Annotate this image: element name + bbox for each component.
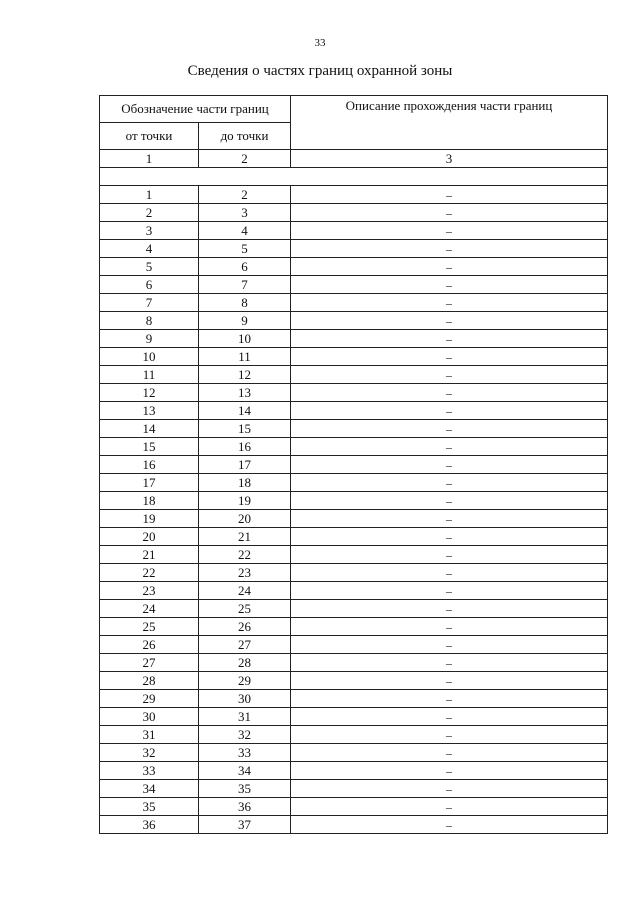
from-point-cell: 31 xyxy=(100,726,199,744)
header-boundary-description: Описание прохождения части границ xyxy=(291,96,608,150)
to-point-cell: 35 xyxy=(199,780,291,798)
description-cell: – xyxy=(291,366,608,384)
description-cell: – xyxy=(291,654,608,672)
boundary-parts-table xyxy=(99,95,608,834)
from-point-cell: 12 xyxy=(100,384,199,402)
to-point-cell: 6 xyxy=(199,258,291,276)
from-point-cell: 20 xyxy=(100,528,199,546)
to-point-cell: 37 xyxy=(199,816,291,834)
column-number-row xyxy=(100,150,608,168)
description-cell: – xyxy=(291,402,608,420)
to-point-cell: 13 xyxy=(199,384,291,402)
from-point-cell: 18 xyxy=(100,492,199,510)
description-cell: – xyxy=(291,438,608,456)
table-row xyxy=(100,510,608,528)
from-point-cell: 36 xyxy=(100,816,199,834)
to-point-cell: 18 xyxy=(199,474,291,492)
table-row xyxy=(100,618,608,636)
from-point-cell: 13 xyxy=(100,402,199,420)
from-point-cell: 4 xyxy=(100,240,199,258)
from-point-cell: 3 xyxy=(100,222,199,240)
to-point-cell: 4 xyxy=(199,222,291,240)
table-row xyxy=(100,348,608,366)
description-cell: – xyxy=(291,510,608,528)
description-cell: – xyxy=(291,276,608,294)
from-point-cell: 19 xyxy=(100,510,199,528)
description-cell: – xyxy=(291,708,608,726)
to-point-cell: 31 xyxy=(199,708,291,726)
separator-row xyxy=(100,168,608,186)
from-point-cell: 34 xyxy=(100,780,199,798)
table-row xyxy=(100,762,608,780)
description-cell: – xyxy=(291,294,608,312)
description-cell: – xyxy=(291,762,608,780)
table-row xyxy=(100,582,608,600)
description-cell: – xyxy=(291,186,608,204)
table-row xyxy=(100,546,608,564)
description-cell: – xyxy=(291,636,608,654)
header-from-point: от точки xyxy=(100,123,199,150)
to-point-cell: 34 xyxy=(199,762,291,780)
column-number: 1 xyxy=(100,150,199,168)
from-point-cell: 10 xyxy=(100,348,199,366)
table-row xyxy=(100,366,608,384)
to-point-cell: 9 xyxy=(199,312,291,330)
to-point-cell: 2 xyxy=(199,186,291,204)
from-point-cell: 14 xyxy=(100,420,199,438)
from-point-cell: 32 xyxy=(100,744,199,762)
description-cell: – xyxy=(291,672,608,690)
description-cell: – xyxy=(291,420,608,438)
description-cell: – xyxy=(291,546,608,564)
table-row xyxy=(100,798,608,816)
from-point-cell: 17 xyxy=(100,474,199,492)
table-row xyxy=(100,726,608,744)
description-cell: – xyxy=(291,600,608,618)
description-cell: – xyxy=(291,348,608,366)
from-point-cell: 11 xyxy=(100,366,199,384)
table-row xyxy=(100,816,608,834)
description-cell: – xyxy=(291,474,608,492)
from-point-cell: 5 xyxy=(100,258,199,276)
from-point-cell: 21 xyxy=(100,546,199,564)
description-cell: – xyxy=(291,492,608,510)
from-point-cell: 1 xyxy=(100,186,199,204)
description-cell: – xyxy=(291,816,608,834)
from-point-cell: 6 xyxy=(100,276,199,294)
table-row xyxy=(100,294,608,312)
from-point-cell: 22 xyxy=(100,564,199,582)
to-point-cell: 19 xyxy=(199,492,291,510)
from-point-cell: 27 xyxy=(100,654,199,672)
page-number: 33 xyxy=(314,37,326,49)
from-point-cell: 2 xyxy=(100,204,199,222)
table-row xyxy=(100,672,608,690)
to-point-cell: 25 xyxy=(199,600,291,618)
to-point-cell: 11 xyxy=(199,348,291,366)
to-point-cell: 15 xyxy=(199,420,291,438)
table-row xyxy=(100,780,608,798)
description-cell: – xyxy=(291,726,608,744)
description-cell: – xyxy=(291,582,608,600)
table-row xyxy=(100,204,608,222)
table-row xyxy=(100,690,608,708)
table-row xyxy=(100,258,608,276)
to-point-cell: 14 xyxy=(199,402,291,420)
table-row xyxy=(100,222,608,240)
to-point-cell: 8 xyxy=(199,294,291,312)
table-row xyxy=(100,654,608,672)
table-row xyxy=(100,528,608,546)
description-cell: – xyxy=(291,330,608,348)
to-point-cell: 36 xyxy=(199,798,291,816)
from-point-cell: 30 xyxy=(100,708,199,726)
table-row xyxy=(100,456,608,474)
table-row xyxy=(100,330,608,348)
table-row xyxy=(100,744,608,762)
table-row xyxy=(100,384,608,402)
from-point-cell: 8 xyxy=(100,312,199,330)
to-point-cell: 30 xyxy=(199,690,291,708)
to-point-cell: 28 xyxy=(199,654,291,672)
from-point-cell: 15 xyxy=(100,438,199,456)
to-point-cell: 5 xyxy=(199,240,291,258)
to-point-cell: 16 xyxy=(199,438,291,456)
from-point-cell: 35 xyxy=(100,798,199,816)
description-cell: – xyxy=(291,780,608,798)
table-row xyxy=(100,312,608,330)
from-point-cell: 23 xyxy=(100,582,199,600)
description-cell: – xyxy=(291,312,608,330)
table-row xyxy=(100,600,608,618)
table-row xyxy=(100,276,608,294)
description-cell: – xyxy=(291,384,608,402)
to-point-cell: 32 xyxy=(199,726,291,744)
from-point-cell: 24 xyxy=(100,600,199,618)
table-row xyxy=(100,402,608,420)
to-point-cell: 10 xyxy=(199,330,291,348)
to-point-cell: 3 xyxy=(199,204,291,222)
to-point-cell: 23 xyxy=(199,564,291,582)
table-row xyxy=(100,438,608,456)
table-row xyxy=(100,492,608,510)
description-cell: – xyxy=(291,456,608,474)
to-point-cell: 12 xyxy=(199,366,291,384)
table-row xyxy=(100,186,608,204)
to-point-cell: 21 xyxy=(199,528,291,546)
column-number: 3 xyxy=(291,150,608,168)
to-point-cell: 17 xyxy=(199,456,291,474)
header-boundary-designation: Обозначение части границ xyxy=(100,96,291,123)
description-cell: – xyxy=(291,258,608,276)
header-to-point: до точки xyxy=(199,123,291,150)
to-point-cell: 33 xyxy=(199,744,291,762)
description-cell: – xyxy=(291,744,608,762)
to-point-cell: 29 xyxy=(199,672,291,690)
from-point-cell: 16 xyxy=(100,456,199,474)
description-cell: – xyxy=(291,528,608,546)
to-point-cell: 24 xyxy=(199,582,291,600)
table-row xyxy=(100,708,608,726)
from-point-cell: 7 xyxy=(100,294,199,312)
description-cell: – xyxy=(291,240,608,258)
page-title: Сведения о частях границ охранной зоны xyxy=(187,63,453,79)
column-number: 2 xyxy=(199,150,291,168)
to-point-cell: 20 xyxy=(199,510,291,528)
from-point-cell: 28 xyxy=(100,672,199,690)
to-point-cell: 27 xyxy=(199,636,291,654)
table-row xyxy=(100,420,608,438)
description-cell: – xyxy=(291,564,608,582)
description-cell: – xyxy=(291,204,608,222)
table-row xyxy=(100,474,608,492)
table-row xyxy=(100,240,608,258)
from-point-cell: 9 xyxy=(100,330,199,348)
to-point-cell: 26 xyxy=(199,618,291,636)
separator-cell xyxy=(100,168,608,186)
description-cell: – xyxy=(291,222,608,240)
from-point-cell: 25 xyxy=(100,618,199,636)
table-row xyxy=(100,636,608,654)
table-row xyxy=(100,564,608,582)
to-point-cell: 7 xyxy=(199,276,291,294)
from-point-cell: 33 xyxy=(100,762,199,780)
from-point-cell: 29 xyxy=(100,690,199,708)
description-cell: – xyxy=(291,690,608,708)
description-cell: – xyxy=(291,618,608,636)
to-point-cell: 22 xyxy=(199,546,291,564)
description-cell: – xyxy=(291,798,608,816)
from-point-cell: 26 xyxy=(100,636,199,654)
